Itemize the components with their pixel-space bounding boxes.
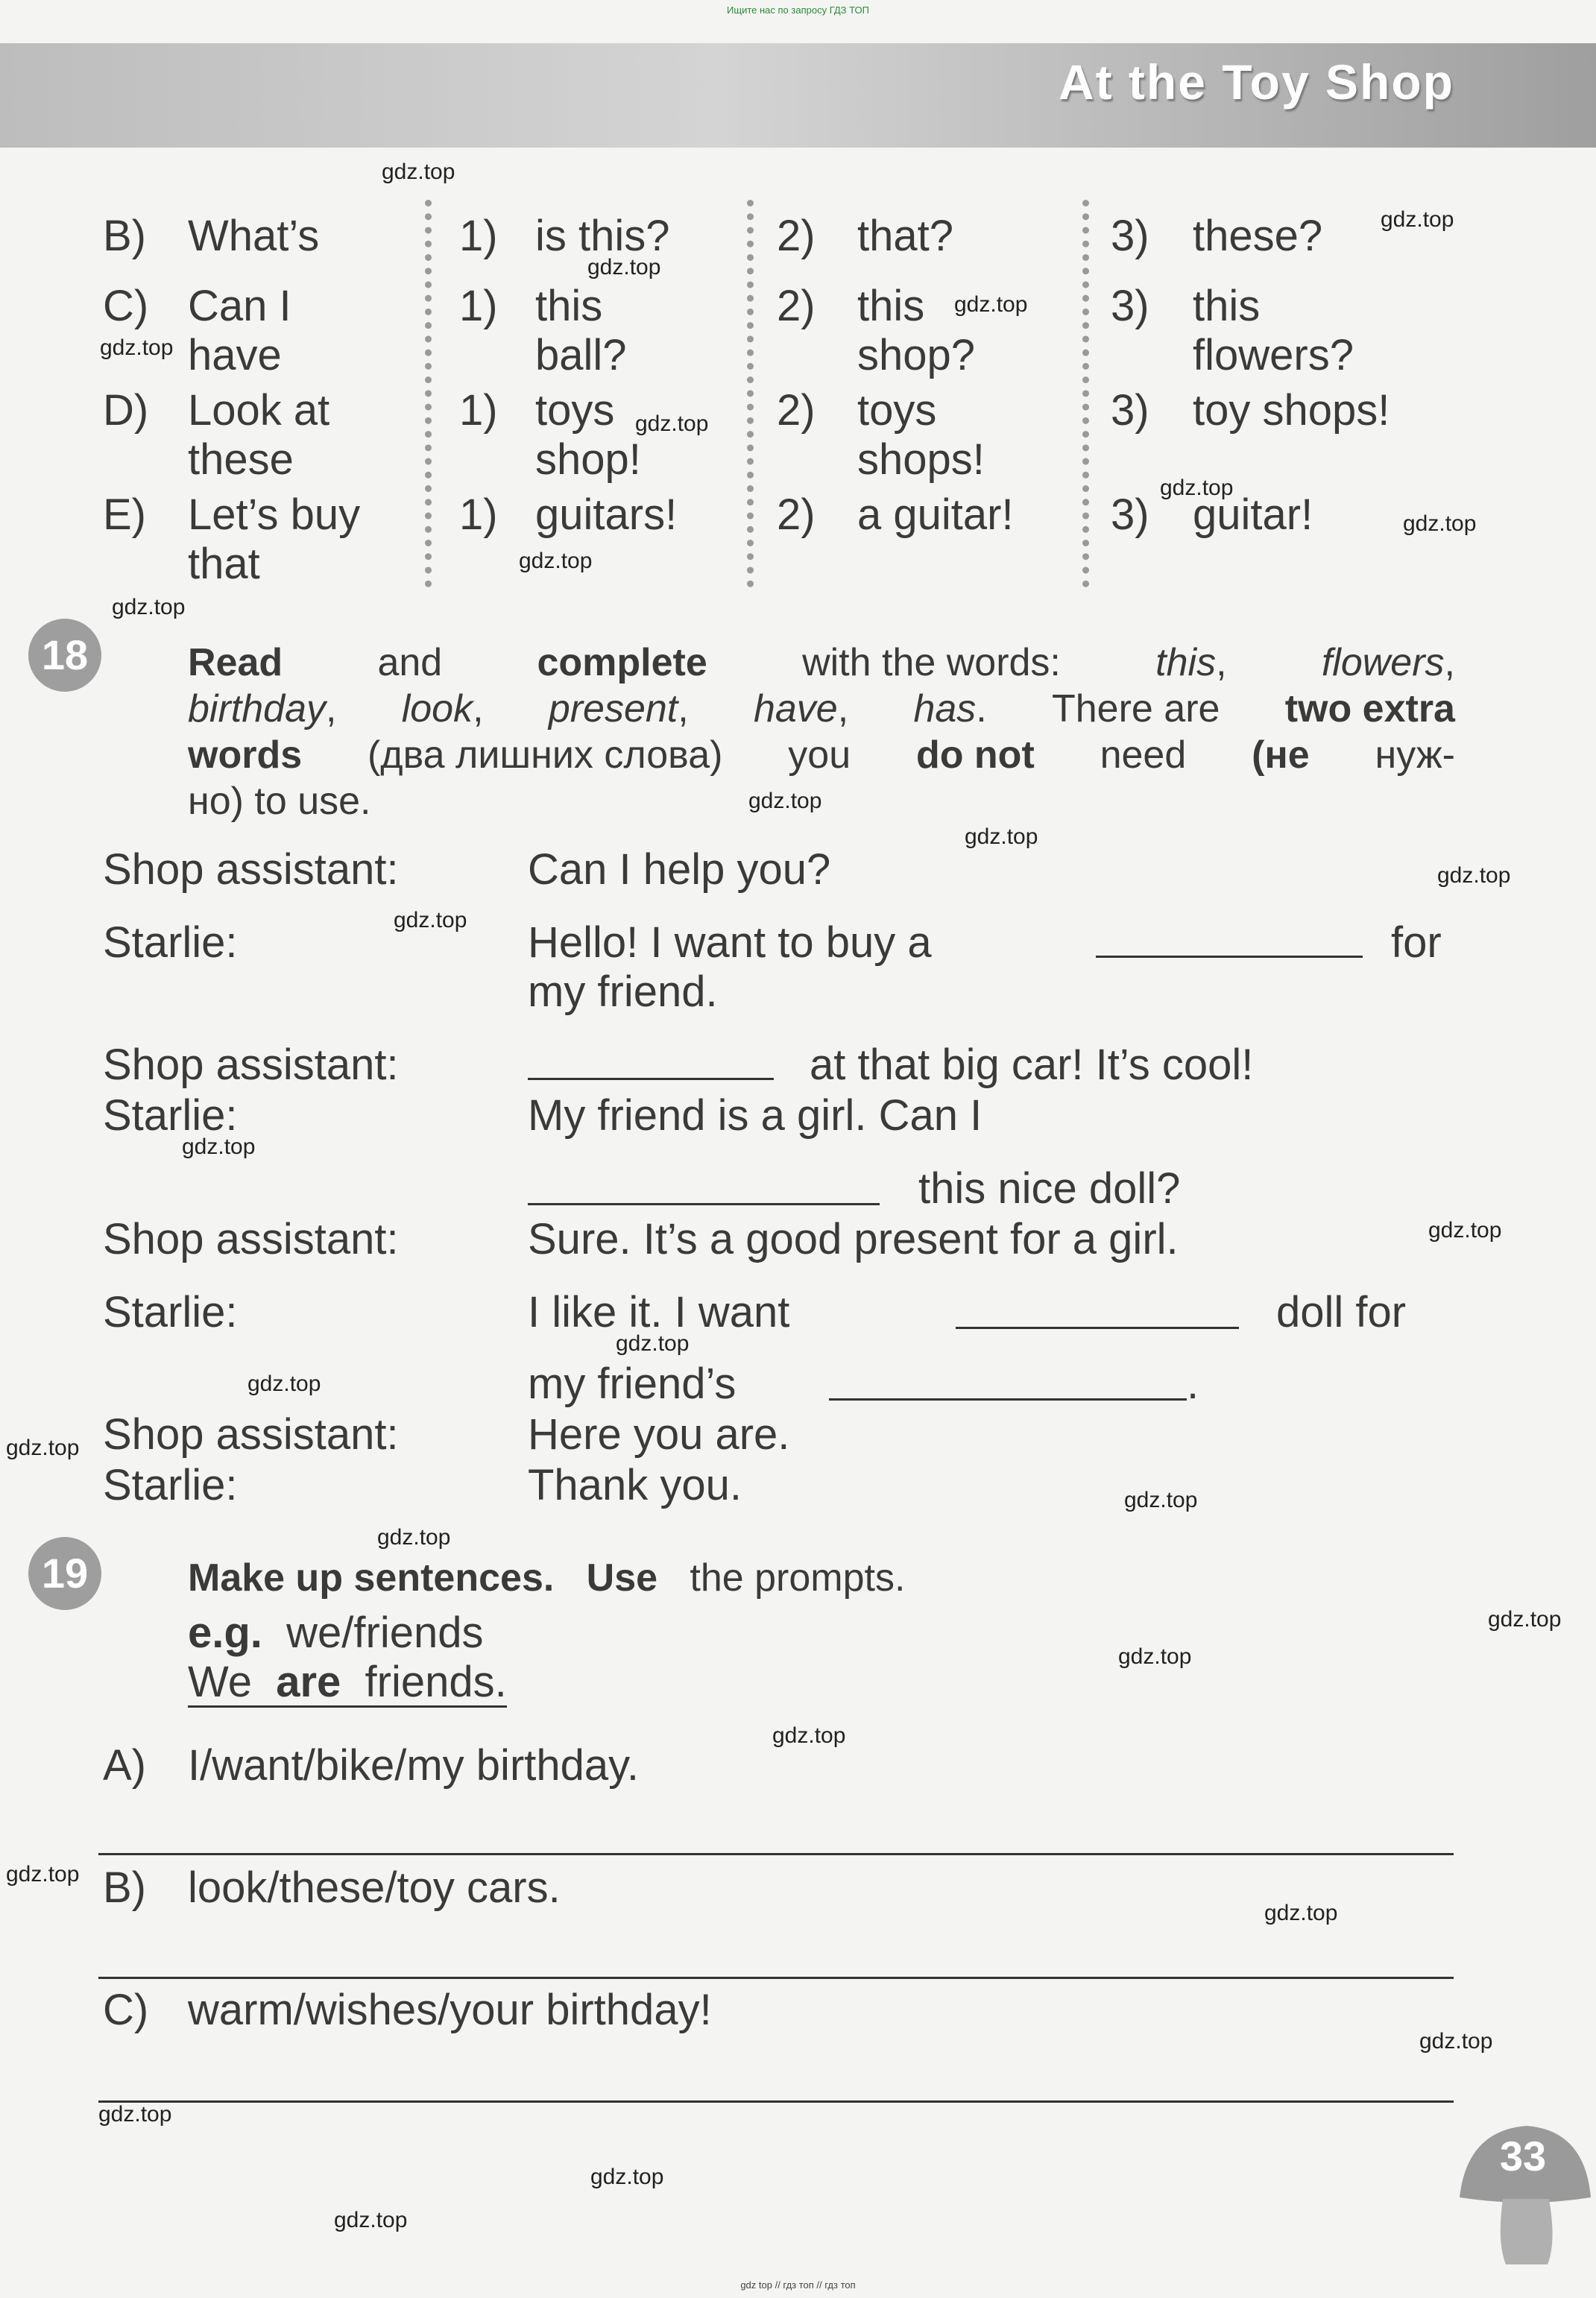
- answer-blank-2[interactable]: [528, 1078, 774, 1080]
- option-text[interactable]: that?: [857, 212, 953, 260]
- answer-blank-4[interactable]: [956, 1327, 1239, 1329]
- watermark: gdz.top: [100, 335, 174, 360]
- example-answer-word: We: [188, 1658, 252, 1706]
- speaker: Shop assistant:: [103, 1215, 399, 1263]
- item-letter: B): [103, 1863, 146, 1912]
- option-number: 2): [777, 282, 816, 330]
- watermark: gdz.top: [1118, 1644, 1192, 1669]
- speaker: Starlie:: [103, 918, 238, 967]
- option-text[interactable]: this: [857, 282, 925, 330]
- speaker: Starlie:: [103, 1288, 238, 1336]
- instr-word: the prompts.: [690, 1556, 906, 1600]
- watermark: gdz.top: [112, 595, 186, 619]
- instr-word: need: [1100, 733, 1187, 777]
- watermark: gdz.top: [1403, 511, 1477, 536]
- watermark: gdz.top: [635, 411, 709, 436]
- example-prompt: we/friends: [286, 1609, 484, 1657]
- watermark: gdz.top: [182, 1134, 256, 1159]
- option-text[interactable]: this: [1193, 282, 1261, 330]
- exercise-19-instructions: [188, 1555, 905, 1601]
- page-number-badge: [1452, 2115, 1594, 2272]
- dialogue-line: Hello! I want to buy a: [528, 918, 932, 967]
- dialogue-line: Sure. It’s a good present for a girl.: [528, 1215, 1179, 1263]
- answer-blank-3[interactable]: [528, 1203, 880, 1205]
- example-answer-word: are: [276, 1658, 341, 1706]
- item-prompt: look/these/toy cars.: [188, 1863, 561, 1912]
- option-text[interactable]: guitars!: [535, 490, 678, 539]
- choice-letter: E): [103, 490, 146, 539]
- dialogue-line: this nice doll?: [918, 1164, 1181, 1213]
- watermark: gdz.top: [1428, 1218, 1502, 1243]
- example-answer: [188, 1659, 507, 1708]
- watermark: gdz.top: [616, 1331, 690, 1356]
- watermark: gdz.top: [965, 824, 1038, 849]
- instr-word: (два лишних слова): [367, 733, 723, 777]
- word-option: birthday: [188, 687, 326, 730]
- watermark: gdz.top: [1419, 2029, 1493, 2054]
- example: [188, 1609, 484, 1658]
- instr-word: and: [377, 641, 443, 684]
- bottom-note: gdz top // гдз топ // гдз топ: [740, 2279, 856, 2291]
- instr-word: you: [788, 733, 851, 777]
- option-text[interactable]: toys: [535, 386, 615, 435]
- watermark: gdz.top: [587, 255, 661, 280]
- page-number: 33: [1499, 2133, 1547, 2179]
- dialogue-line: I like it. I want: [528, 1288, 790, 1336]
- speaker: Shop assistant:: [103, 1410, 399, 1459]
- example-label: e.g.: [188, 1609, 262, 1657]
- option-text[interactable]: flowers?: [1193, 331, 1354, 379]
- choice-stem: Can I: [188, 282, 291, 330]
- choice-stem: have: [188, 331, 282, 379]
- item-prompt: warm/wishes/your birthday!: [188, 1986, 712, 2034]
- choice-letter: C): [103, 282, 149, 330]
- watermark: gdz.top: [394, 908, 467, 932]
- item-prompt: I/want/bike/my birthday.: [188, 1741, 639, 1790]
- option-number: 3): [1111, 212, 1149, 260]
- word-option: present: [548, 687, 678, 730]
- speaker: Starlie:: [103, 1091, 238, 1140]
- option-number: 2): [777, 490, 816, 539]
- speaker: Shop assistant:: [103, 845, 399, 894]
- page-title: At the Toy Shop: [1058, 54, 1454, 110]
- option-text[interactable]: shops!: [857, 435, 985, 484]
- watermark: gdz.top: [1488, 1607, 1562, 1632]
- instr-word: нуж-: [1375, 733, 1455, 777]
- instr-word: но): [188, 780, 244, 823]
- watermark: gdz.top: [247, 1371, 321, 1396]
- option-text[interactable]: shop!: [535, 435, 641, 484]
- dialogue-line: my friend.: [528, 968, 718, 1016]
- watermark: gdz.top: [382, 160, 455, 184]
- item-letter: C): [103, 1986, 149, 2034]
- answer-line-a[interactable]: [98, 1853, 1454, 1855]
- watermark: gdz.top: [772, 1723, 846, 1748]
- exercise-19-badge: 19: [28, 1537, 101, 1610]
- instr-word: There are: [1051, 687, 1220, 730]
- example-answer-word: friends.: [365, 1658, 507, 1706]
- option-text[interactable]: shop?: [857, 331, 976, 379]
- dialogue-line: Here you are.: [528, 1410, 790, 1459]
- instr-word: with the words:: [802, 641, 1061, 684]
- word-option: flowers: [1321, 641, 1445, 684]
- instr-word: words: [188, 733, 303, 777]
- dialogue-line: for: [1391, 918, 1442, 967]
- option-number: 1): [459, 212, 498, 260]
- option-text[interactable]: toys: [857, 386, 937, 435]
- answer-line-c[interactable]: [98, 2100, 1454, 2103]
- speaker: Shop assistant:: [103, 1041, 399, 1089]
- instr-word: complete: [537, 641, 707, 684]
- instr-word: to use.: [254, 780, 371, 823]
- choice-letter: B): [103, 212, 146, 260]
- answer-line-b[interactable]: [98, 1977, 1454, 1979]
- word-option: have: [753, 687, 838, 730]
- option-text[interactable]: these?: [1193, 212, 1323, 260]
- option-number: 3): [1111, 490, 1149, 539]
- exercise-18-badge: 18: [28, 619, 101, 692]
- option-number: 1): [459, 386, 498, 435]
- option-number: 1): [459, 490, 498, 539]
- instr-word: Use: [586, 1556, 658, 1600]
- watermark: gdz.top: [954, 292, 1028, 317]
- choice-stem: that: [188, 540, 260, 588]
- instr-word: (не: [1252, 733, 1310, 777]
- watermark: gdz.top: [1381, 207, 1454, 232]
- exercise-18-instructions: Read and complete with the words: this, flowers, birthday, look, present, have, has. There are two extra words (два лишних слова) you do not need (не нуж- но) to use.: [188, 641, 1455, 823]
- option-number: 2): [777, 212, 816, 260]
- dialogue-line: at that big car! It’s cool!: [810, 1041, 1254, 1089]
- option-text[interactable]: this: [535, 282, 603, 330]
- answer-blank-1[interactable]: [1096, 956, 1363, 958]
- choice-stem: What’s: [188, 212, 320, 260]
- choice-letter: D): [103, 386, 149, 435]
- instr-word: Read: [188, 641, 283, 684]
- watermark: gdz.top: [1264, 1901, 1338, 1925]
- watermark: gdz.top: [377, 1525, 451, 1550]
- watermark: gdz.top: [1160, 476, 1234, 500]
- dialogue-line: Thank you.: [528, 1461, 742, 1509]
- answer-blank-5[interactable]: [829, 1398, 1187, 1401]
- option-text[interactable]: is this?: [535, 212, 670, 260]
- option-number: 1): [459, 282, 498, 330]
- watermark: gdz.top: [98, 2102, 172, 2127]
- choice-stem: Let’s buy: [188, 490, 361, 539]
- dialogue-line: My friend is a girl. Can I: [528, 1091, 982, 1140]
- watermark: gdz.top: [6, 1862, 80, 1887]
- instr-word: Make up sentences.: [188, 1556, 555, 1600]
- watermark: gdz.top: [334, 2208, 408, 2232]
- watermark: gdz.top: [1437, 863, 1511, 888]
- instr-word: do not: [915, 733, 1035, 777]
- watermark: gdz.top: [6, 1436, 80, 1460]
- divider-2: [747, 200, 754, 587]
- dialogue-line: my friend’s: [528, 1360, 737, 1408]
- option-text[interactable]: ball?: [535, 331, 627, 379]
- dialogue-line: doll for: [1276, 1288, 1407, 1336]
- choice-stem: these: [188, 435, 294, 484]
- item-letter: A): [103, 1741, 146, 1790]
- word-option: this: [1155, 641, 1217, 684]
- watermark: gdz.top: [519, 549, 593, 573]
- top-note: Ищите нас по запросу ГДЗ ТОП: [727, 4, 869, 16]
- dialogue-line: .: [1187, 1360, 1199, 1408]
- option-number: 3): [1111, 386, 1149, 435]
- dialogue-line: Can I help you?: [528, 845, 831, 894]
- option-text[interactable]: guitar!: [1193, 490, 1313, 539]
- watermark: gdz.top: [590, 2165, 664, 2189]
- choice-stem: Look at: [188, 386, 330, 435]
- word-option: has: [913, 687, 977, 730]
- watermark: gdz.top: [748, 789, 822, 813]
- watermark: gdz.top: [1124, 1488, 1198, 1512]
- option-number: 2): [777, 386, 816, 435]
- word-option: look: [401, 687, 473, 730]
- divider-3: [1082, 200, 1089, 587]
- option-text[interactable]: toy shops!: [1193, 386, 1390, 435]
- option-number: 3): [1111, 282, 1149, 330]
- divider-1: [425, 200, 432, 587]
- option-text[interactable]: a guitar!: [857, 490, 1014, 539]
- speaker: Starlie:: [103, 1461, 238, 1509]
- instr-word: two extra: [1284, 687, 1455, 730]
